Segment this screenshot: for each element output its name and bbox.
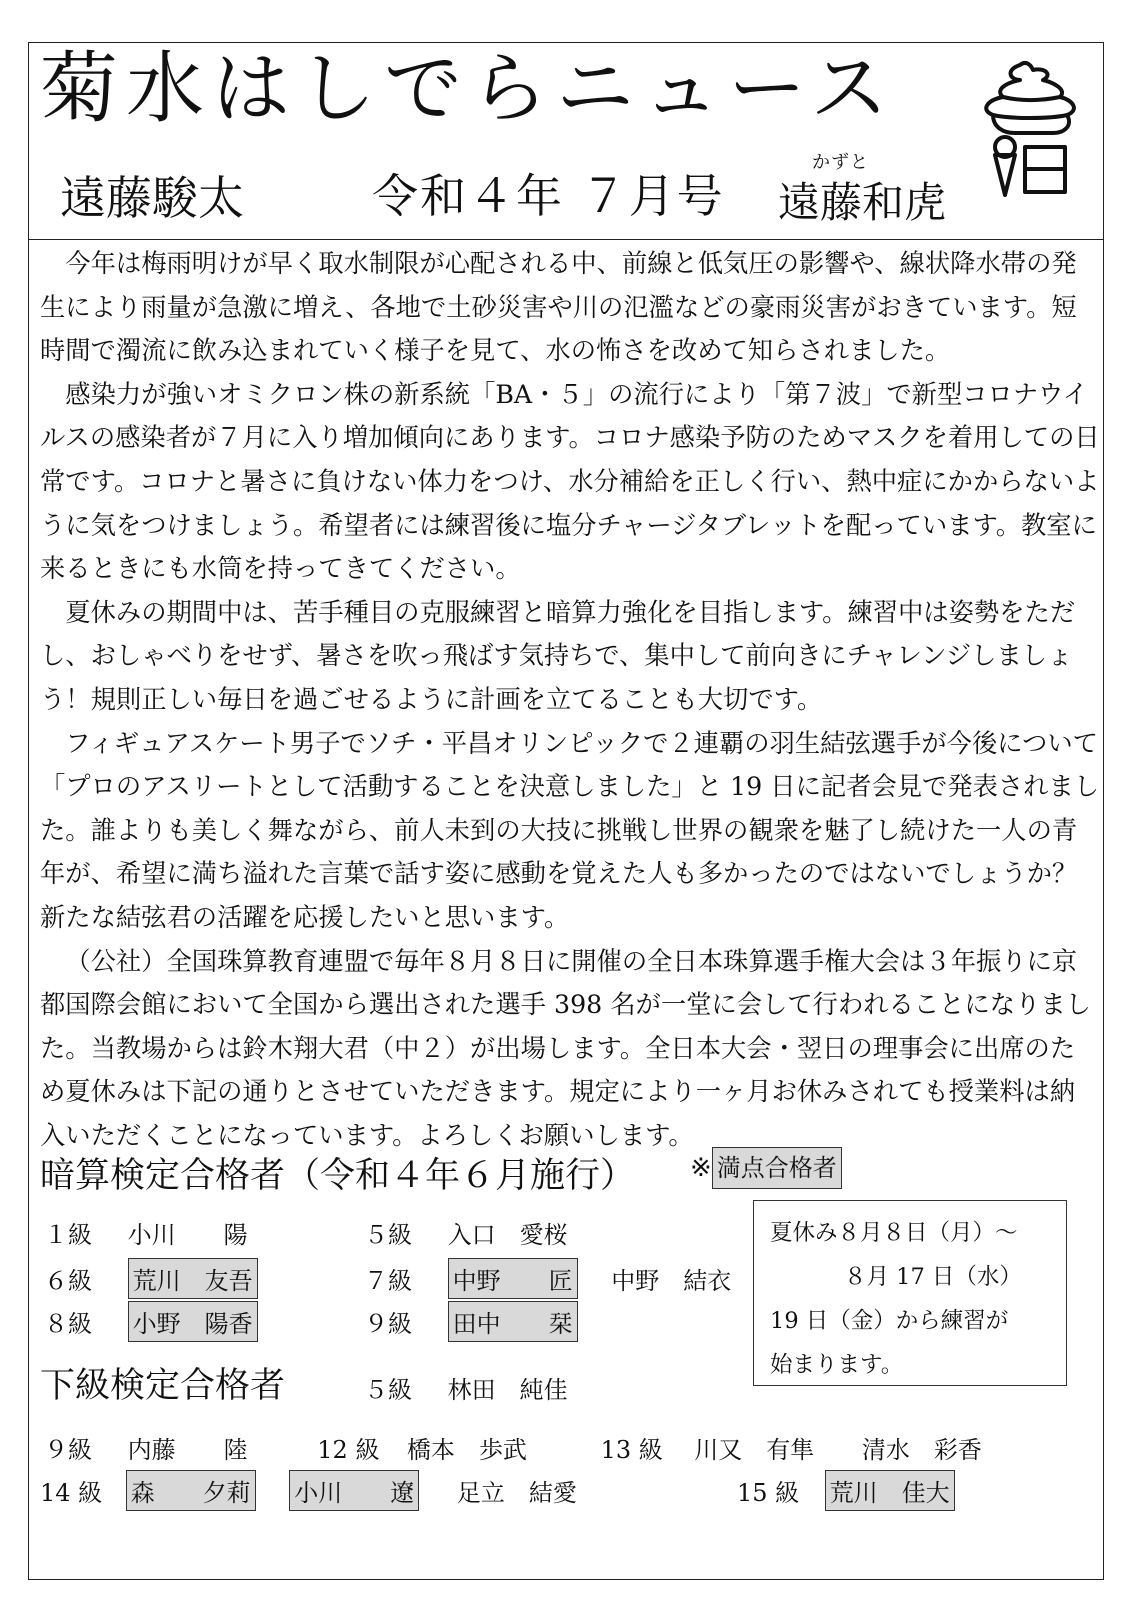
- summer-break-notice: [753, 1200, 1067, 1386]
- passer-name-perfect: 小川 遼: [289, 1470, 419, 1511]
- paragraph-championship: （公社）全国珠算教育連盟で毎年８月８日に開催の全日本珠算選手権大会は３年振りに京都国際会館において全国から選出された選手 398 名が一堂に会して行われることになりました。当教場からは鈴木翔大君（中２）が出場します。全日本大会・翌日の理事会に出席のため夏休みは下記の通りとさせていただきます。規定により一ヶ月お休みされても授業料は納入いただくことになっています。よろしくお願いします。: [40, 946, 1091, 1150]
- notice-line: 夏休み８月８日（月）～: [770, 1220, 1018, 1246]
- header-divider: [28, 239, 1104, 240]
- paragraph-rainy-season: 今年は梅雨明けが早く取水制限が心配される中、前線と低気圧の影響や、線状降水帯の発生により雨量が急激に増え、各地で土砂災害や川の氾濫などの豪雨災害がおきています。短時間で濁流に飲み込まれていく様子を見て、水の怖さを改めて知らされました。: [40, 249, 1077, 366]
- result-row: [44, 1215, 368, 1250]
- ice-cream-logo-icon: [975, 55, 1085, 215]
- result-row: [364, 1215, 568, 1250]
- passer-name: 橋本 歩武: [406, 1436, 527, 1464]
- level-label: １級: [44, 1221, 92, 1249]
- result-row: [44, 1430, 982, 1465]
- passer-name: 足立 結愛: [456, 1479, 577, 1507]
- title-author: 遠藤駿太: [60, 171, 244, 225]
- passer-name: 小川 陽: [127, 1221, 248, 1249]
- level-label: ９級: [44, 1436, 92, 1464]
- author-reading: かずと: [812, 152, 869, 173]
- result-row: [737, 1470, 955, 1511]
- lower-grade-results-heading: 下級検定合格者: [40, 1366, 286, 1406]
- passer-name: 内藤 陸: [127, 1436, 248, 1464]
- paragraph-covid: 感染力が強いオミクロン株の新系統「BA・５」の流行により「第７波」で新型コロナウイルスの感染者が７月に入り増加傾向にあります。コロナ感染予防のためマスクを着用しての日常です。コロナと暑さに負けない体力をつけ、水分補給を正しく行い、熱中症にかからないように気をつけましょう。希望者には練習後に塩分チャージタブレットを配っています。教室に来るときにも水筒を持ってきてください。: [40, 379, 1100, 584]
- passer-name-perfect: 田中 栞: [448, 1301, 578, 1342]
- level-label: ９級: [364, 1310, 412, 1338]
- level-label: 14 級: [40, 1479, 103, 1507]
- passer-name-perfect: 小野 陽香: [128, 1301, 258, 1342]
- result-row: [364, 1370, 568, 1405]
- passer-name-perfect: 荒川 佳大: [825, 1470, 955, 1511]
- result-row: [364, 1258, 731, 1299]
- passer-name-perfect: 森 夕莉: [126, 1470, 256, 1511]
- passer-name: 林田 純佳: [447, 1376, 568, 1404]
- notice-line: 始まります。: [770, 1352, 904, 1378]
- level-label: ５級: [364, 1221, 412, 1249]
- notice-line: ８月 17 日（水）: [844, 1264, 1022, 1290]
- result-row: [44, 1301, 258, 1342]
- issue-date: 令和４年 ７月号: [372, 169, 725, 223]
- result-row: [40, 1470, 621, 1511]
- level-label: 15 級: [737, 1479, 800, 1507]
- paragraph-hanyu: フィギュアスケート男子でソチ・平昌オリンピックで２連覇の羽生結弦選手が今後について「プロのアスリートとして活動することを決意しました」と 19 日に記者会見で発表されました。誰よりも美しく舞ながら、前人未到の大技に挑戦し世界の観衆を魅了し続けた一人の青年が、希望に満ち溢れた言葉で話す姿に感動を覚えた人も多かったのではないでしょうか？新たな結弦君の活躍を応援したいと思います。: [40, 728, 1100, 932]
- issue-author: 遠藤和虎: [778, 178, 947, 227]
- perfect-score-label: 満点合格者: [712, 1147, 842, 1189]
- level-label: ６級: [44, 1267, 92, 1295]
- result-row: [364, 1301, 578, 1342]
- newsletter-title: 菊水はしでらニュース: [40, 44, 897, 134]
- anzan-results-heading: 暗算検定合格者（令和４年６月施行）: [40, 1156, 636, 1196]
- level-label: ７級: [364, 1267, 412, 1295]
- passer-name: 川又 有隼: [694, 1436, 815, 1464]
- level-label: 13 級: [600, 1436, 663, 1464]
- passer-name: 清水 彩香: [861, 1436, 982, 1464]
- result-row: [44, 1258, 258, 1299]
- perfect-score-legend: [690, 1148, 842, 1183]
- paragraph-summer-practice: 夏休みの期間中は、苦手種目の克服練習と暗算力強化を目指します。練習中は姿勢をただし、おしゃべりをせず、暑さを吹っ飛ばす気持ちで、集中して前向きにチャレンジしましょう！規則正しい毎日を過ごせるように計画を立てることも大切です。: [40, 597, 1076, 714]
- passer-name: 中野 結衣: [611, 1267, 732, 1295]
- level-label: ５級: [364, 1376, 412, 1404]
- legend-mark: ※: [690, 1153, 712, 1183]
- passer-name: 入口 愛桜: [447, 1221, 568, 1249]
- passer-name-perfect: 荒川 友吾: [128, 1258, 258, 1299]
- passer-name-perfect: 中野 匠: [448, 1258, 578, 1299]
- level-label: ８級: [44, 1310, 92, 1338]
- article-body: [40, 242, 1100, 1157]
- notice-line: 19 日（金）から練習が: [770, 1308, 1009, 1334]
- level-label: 12 級: [317, 1436, 380, 1464]
